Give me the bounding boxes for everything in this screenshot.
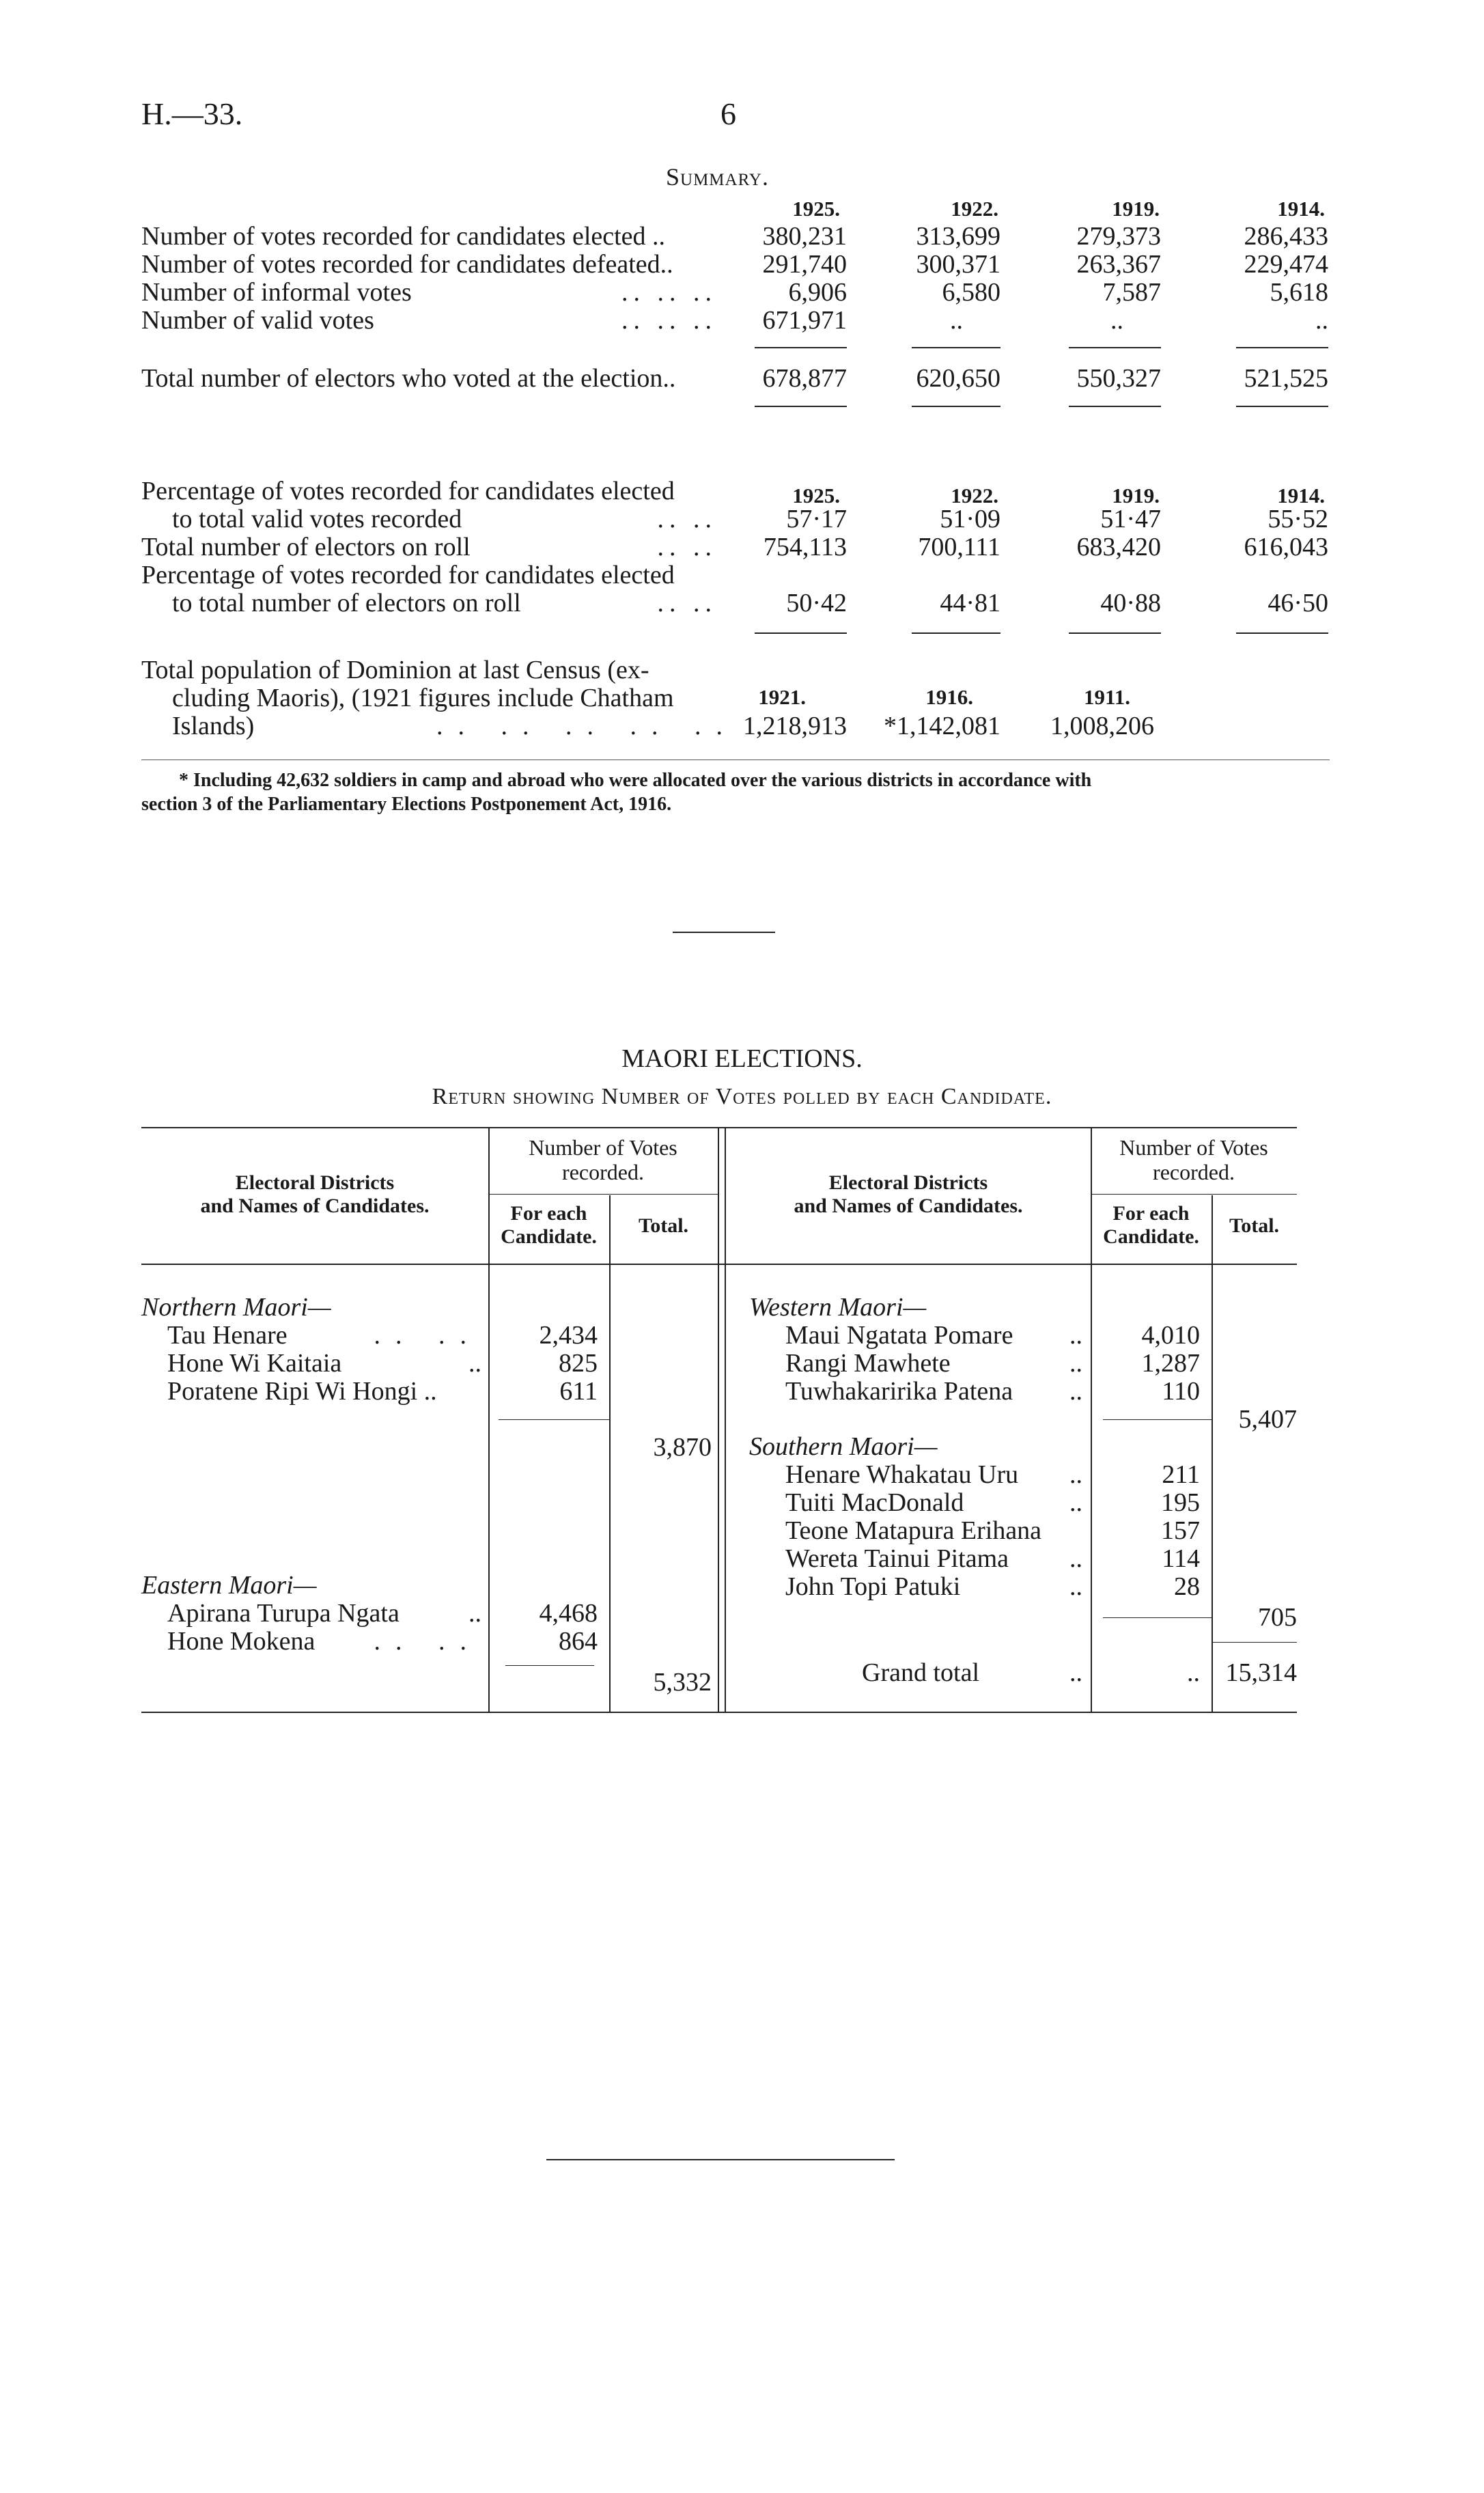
row-leader-dots: .. .. — [657, 533, 717, 561]
value-1914: .. — [1315, 306, 1328, 335]
value-1925: 754,113 — [763, 533, 847, 561]
col-header-each — [1091, 1202, 1212, 1249]
candidate-votes: 4,010 — [1141, 1321, 1200, 1350]
row-label: Number of votes recorded for candidates defeated.. — [141, 250, 673, 279]
sub-header-rule — [488, 1194, 718, 1195]
table-bottom-rule — [141, 1712, 1297, 1713]
candidate-name: Hone Mokena — [167, 1627, 316, 1656]
subtotal-rule — [1103, 1617, 1212, 1618]
col-header-each — [488, 1202, 609, 1249]
value-1914: 286,433 — [1244, 222, 1328, 251]
candidate-dots: .. .. — [374, 1627, 481, 1656]
row-leader-dots: .. .. .. — [621, 278, 717, 307]
rule — [912, 406, 1000, 407]
value-1925: 57·17 — [786, 505, 847, 533]
rule — [755, 406, 847, 407]
row-label: Number of informal votes — [141, 278, 412, 307]
value-1925: 678,877 — [762, 364, 847, 393]
value-1922: .. — [950, 306, 963, 335]
summary-year-1919: 1919. — [1112, 197, 1160, 221]
value-1925: 291,740 — [762, 250, 847, 279]
rule — [1069, 406, 1161, 407]
candidate-votes: 2,434 — [539, 1321, 598, 1350]
row-leader-dots: .. .. .. .. .. — [436, 712, 738, 740]
subtotal-rule — [499, 1419, 609, 1420]
row-label-continued: to total valid votes recorded — [172, 505, 462, 533]
candidate-name: Hone Wi Kaitaia — [167, 1349, 342, 1378]
candidate-name: Henare Whakatau Uru — [785, 1460, 1019, 1489]
candidate-votes: 157 — [1161, 1516, 1200, 1545]
district-name-eastern: Eastern Maori— — [141, 1571, 317, 1600]
col-header-total: Total. — [1229, 1214, 1280, 1237]
rule — [912, 347, 1000, 348]
candidate-votes: 1,287 — [1141, 1349, 1200, 1378]
candidate-votes: 211 — [1162, 1460, 1200, 1489]
candidate-name: Teone Matapura Erihana — [785, 1516, 1042, 1545]
candidate-dots: .. — [468, 1599, 481, 1628]
candidate-dots: .. — [1069, 1321, 1082, 1350]
rule — [1069, 632, 1161, 634]
value-1922: 6,580 — [942, 278, 1000, 307]
candidate-votes: 195 — [1161, 1488, 1200, 1517]
col-header-votes-line1: Number of Votes — [1119, 1135, 1268, 1160]
value-1914: 521,525 — [1244, 364, 1328, 393]
col-header-total: Total. — [638, 1214, 689, 1237]
row-label: Number of votes recorded for candidates elected .. — [141, 222, 666, 251]
pct-year-1925: 1925. — [792, 484, 840, 507]
row-label: Number of valid votes — [141, 306, 374, 335]
maori-subtitle: Return showing Number of Votes polled by each Candidate. — [432, 1084, 1052, 1109]
col-header-each-line1: For each — [1112, 1202, 1190, 1225]
subtotal-rule — [1103, 1419, 1212, 1420]
col-header-district-line1: Electoral Districts — [828, 1171, 988, 1194]
col-divider-double — [718, 1128, 719, 1712]
document-reference: H.—33. — [141, 96, 243, 131]
candidate-votes: 114 — [1162, 1544, 1200, 1573]
row-label: Total number of electors who voted at the election.. — [141, 364, 676, 393]
value-1919: .. — [1110, 306, 1123, 335]
value-1919: 51·47 — [1100, 505, 1161, 533]
row-leader-dots: .. .. .. — [621, 306, 717, 335]
candidate-name: Tuiti MacDonald — [785, 1488, 964, 1517]
row-label: Percentage of votes recorded for candidates elected — [141, 477, 675, 505]
candidate-dots: .. — [1069, 1488, 1082, 1517]
pop-year-1911: 1911. — [1083, 685, 1130, 709]
candidate-votes: 110 — [1162, 1377, 1200, 1406]
district-total-western: 5,407 — [1238, 1405, 1297, 1434]
row-label: Total population of Dominion at last Census (ex- — [141, 656, 649, 684]
value-1925: 671,971 — [762, 306, 847, 335]
col-header-district-line1: Electoral Districts — [235, 1171, 395, 1194]
candidate-dots: .. — [1069, 1572, 1082, 1601]
district-name-western: Western Maori— — [749, 1293, 927, 1322]
subtotal-rule — [505, 1665, 594, 1666]
end-divider — [546, 2159, 895, 2160]
candidate-name: Tuwhakaririka Patena — [785, 1377, 1013, 1406]
col-header-each-line2: Candidate. — [501, 1225, 597, 1248]
rule — [1236, 347, 1328, 348]
value-1925: 6,906 — [788, 278, 847, 307]
col-header-votes — [1091, 1135, 1297, 1184]
col-header-votes-line2: recorded. — [562, 1160, 644, 1184]
candidate-votes: 611 — [559, 1377, 598, 1406]
candidate-dots: .. .. — [374, 1321, 481, 1350]
candidate-dots: .. — [1069, 1349, 1082, 1378]
candidate-votes: 4,468 — [539, 1599, 598, 1628]
rule — [755, 632, 847, 634]
candidate-votes: 825 — [559, 1349, 598, 1378]
pop-value-1916: *1,142,081 — [884, 712, 1000, 740]
district-total-northern: 3,870 — [653, 1433, 712, 1462]
col-header-district-line2: and Names of Candidates. — [794, 1195, 1023, 1217]
pct-year-1914: 1914. — [1277, 484, 1325, 507]
pop-year-1916: 1916. — [925, 685, 973, 709]
value-1914: 55·52 — [1268, 505, 1328, 533]
summary-year-1925: 1925. — [792, 197, 840, 221]
value-1922: 313,699 — [916, 222, 1000, 251]
candidate-votes: 28 — [1174, 1572, 1200, 1601]
candidate-dots: .. — [1069, 1460, 1082, 1489]
value-1919: 7,587 — [1102, 278, 1161, 307]
candidate-name: Tau Henare — [167, 1321, 288, 1350]
value-1919: 550,327 — [1076, 364, 1161, 393]
footnote-line: section 3 of the Parliamentary Elections Postponement Act, 1916. — [141, 794, 672, 815]
footnote-line: * Including 42,632 soldiers in camp and abroad who were allocated over the various districts in accordance with — [179, 770, 1092, 791]
candidate-name: Poratene Ripi Wi Hongi .. — [167, 1377, 437, 1406]
table-top-rule — [141, 1127, 1297, 1128]
col-header-district — [726, 1171, 1091, 1218]
candidate-dots: .. — [1069, 1377, 1082, 1406]
candidate-votes: 864 — [559, 1627, 598, 1656]
rule — [912, 632, 1000, 634]
candidate-name: Rangi Mawhete — [785, 1349, 951, 1378]
row-label-continued: to total number of electors on roll — [172, 589, 521, 617]
rule — [1236, 632, 1328, 634]
value-1919: 683,420 — [1076, 533, 1161, 561]
summary-title: Summary. — [666, 163, 769, 191]
col-header-each-line1: For each — [510, 1202, 587, 1225]
district-total-southern: 705 — [1258, 1603, 1297, 1632]
pop-year-1921: 1921. — [758, 685, 806, 709]
table-header-rule — [141, 1264, 1297, 1265]
candidate-name: John Topi Patuki — [785, 1572, 961, 1601]
value-1925: 50·42 — [786, 589, 847, 617]
row-label-continued: cluding Maoris), (1921 figures include Chatham — [172, 684, 674, 712]
value-1922: 51·09 — [940, 505, 1000, 533]
row-leader-dots: .. .. — [657, 505, 717, 533]
col-header-each-line2: Candidate. — [1103, 1225, 1199, 1248]
value-1922: 44·81 — [940, 589, 1000, 617]
candidate-dots: .. — [1069, 1544, 1082, 1573]
district-name-northern: Northern Maori— — [141, 1293, 331, 1322]
col-header-votes-line1: Number of Votes — [529, 1135, 677, 1160]
row-label: Percentage of votes recorded for candidates elected — [141, 561, 675, 589]
value-1925: 380,231 — [762, 222, 847, 251]
value-1919: 279,373 — [1076, 222, 1161, 251]
col-header-votes — [488, 1135, 718, 1184]
value-1919: 263,367 — [1076, 250, 1161, 279]
rule — [755, 347, 847, 348]
col-divider — [1212, 1195, 1213, 1712]
sub-header-rule — [1091, 1194, 1297, 1195]
district-name-southern: Southern Maori— — [749, 1432, 938, 1461]
summary-year-1922: 1922. — [951, 197, 998, 221]
col-header-district — [141, 1171, 488, 1218]
subtotal-rule — [1212, 1642, 1297, 1643]
candidate-name: Apirana Turupa Ngata — [167, 1599, 400, 1628]
candidate-dots: .. — [468, 1349, 481, 1378]
rule — [1069, 347, 1161, 348]
candidate-name: Wereta Tainui Pitama — [785, 1544, 1009, 1573]
grand-total-label: Grand total — [862, 1658, 980, 1687]
value-1914: 5,618 — [1270, 278, 1328, 307]
maori-title: MAORI ELECTIONS. — [621, 1044, 863, 1073]
candidate-name: Maui Ngatata Pomare — [785, 1321, 1013, 1350]
pct-year-1919: 1919. — [1112, 484, 1160, 507]
grand-total-value: 15,314 — [1225, 1658, 1297, 1687]
value-1919: 40·88 — [1100, 589, 1161, 617]
value-1922: 620,650 — [916, 364, 1000, 393]
grand-total-each: .. — [1187, 1658, 1200, 1687]
row-leader-dots: .. .. — [657, 589, 717, 617]
summary-year-1914: 1914. — [1277, 197, 1325, 221]
col-header-votes-line2: recorded. — [1153, 1160, 1235, 1184]
row-label-continued: Islands) — [172, 712, 255, 740]
value-1914: 46·50 — [1268, 589, 1328, 617]
col-header-district-line2: and Names of Candidates. — [200, 1195, 430, 1217]
district-total-eastern: 5,332 — [653, 1668, 712, 1697]
value-1922: 700,111 — [918, 533, 1000, 561]
grand-total-dots: .. — [1069, 1658, 1082, 1687]
pop-value-1921: 1,218,913 — [743, 712, 847, 740]
section-divider — [673, 932, 775, 933]
value-1914: 229,474 — [1244, 250, 1328, 279]
rule — [1236, 406, 1328, 407]
page-number: 6 — [720, 96, 736, 131]
row-label: Total number of electors on roll — [141, 533, 471, 561]
value-1914: 616,043 — [1244, 533, 1328, 561]
pop-value-1911: 1,008,206 — [1050, 712, 1154, 740]
pct-year-1922: 1922. — [951, 484, 998, 507]
value-1922: 300,371 — [916, 250, 1000, 279]
